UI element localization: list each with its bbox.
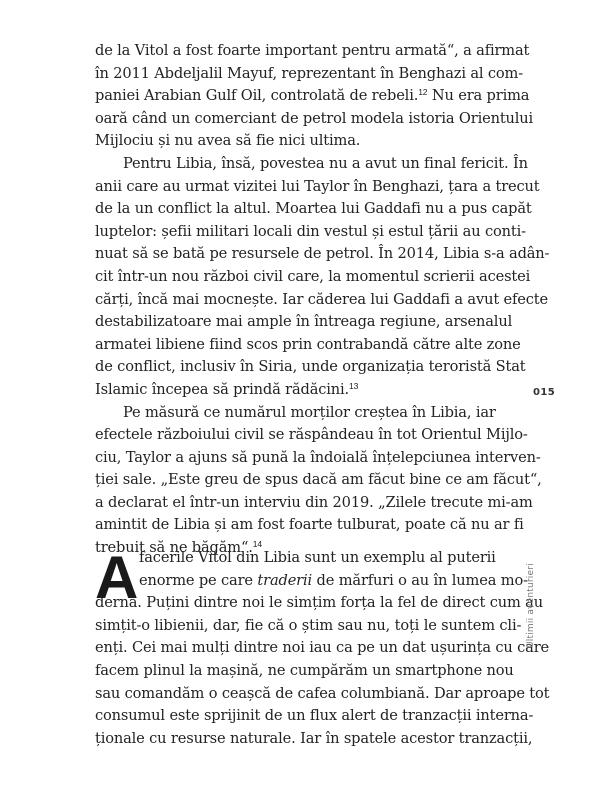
text-line — [95, 85, 530, 108]
text-line: oară când un comerciant de petrol modela istoria Orientului — [95, 109, 534, 127]
text-line: enți. Cei mai mulți dintre noi iau ca pe un dat ușurința cu care — [95, 639, 550, 657]
text-line: de la Vitol a fost foarte important pentru armată“, a afirmat — [95, 42, 530, 59]
text-fragment: enorme pe care — [139, 571, 258, 589]
text-line: armatei libiene fiind scos prin contrabandă către alte zone — [95, 335, 521, 353]
text-line: Mijlociu și nu avea să fie nici ultima. — [95, 132, 361, 150]
text-line: consumul este sprijinit de un flux alert de tranzacții interna- — [95, 707, 534, 725]
text-fragment: trebuit să ne băgăm“. — [95, 539, 253, 557]
text-line: luptelor: șefii militari locali din vestul și estul țării au conti- — [95, 222, 526, 240]
footnote-mark-12: 12 — [418, 87, 428, 98]
footnote-mark-14: 14 — [252, 539, 262, 550]
text-line: de la un conflict la altul. Moartea lui Gaddafi nu a pus capăt — [95, 200, 532, 218]
text-line: nuat să se bată pe resursele de petrol. În 2014, Libia s-a adân- — [95, 245, 550, 263]
text-line: efectele războiului civil se răspândeau în tot Orientul Mijlo- — [95, 426, 528, 444]
text-line: ției sale. „Este greu de spus dacă am făcut bine ce am făcut“, — [95, 471, 542, 489]
text-line: Pentru Libia, însă, povestea nu a avut un final fericit. În — [123, 154, 528, 172]
text-line: ționale cu resurse naturale. Iar în spatele acestor tranzacții, — [95, 729, 533, 747]
text-line: sau comandăm o ceașcă de cafea columbiană. Dar aproape tot — [95, 684, 550, 702]
emphasis-traderii: traderii — [257, 571, 313, 589]
text-fragment: de mărfuri o au în lumea mo- — [312, 571, 528, 589]
text-fragment: paniei Arabian Gulf Oil, controlată de rebeli. — [95, 87, 419, 105]
text-line: facem plinul la mașină, ne cumpărăm un smartphone nou — [95, 661, 514, 679]
text-line: a declarat el într-un interviu din 2019. „Zilele trecute mi-am — [95, 493, 533, 511]
page-number: 015 — [533, 387, 556, 398]
text-line: facerile Vitol din Libia sunt un exemplu al puterii — [139, 549, 496, 566]
text-line: în 2011 Abdeljalil Mayuf, reprezentant în Benghazi al com- — [95, 64, 524, 82]
text-line: Pe măsură ce numărul morților creștea în Libia, iar — [123, 403, 496, 421]
text-line: destabilizatoare mai ample în întreaga regiune, arsenalul — [95, 313, 513, 331]
text-line: dernă. Puțini dintre noi le simțim forța la fel de direct cum au — [95, 594, 543, 612]
footnote-mark-13: 13 — [349, 380, 359, 391]
text-line: ciu, Taylor a ajuns să pună la îndoială înțelepciunea interven- — [95, 448, 541, 466]
text-line: anii care au urmat vizitei lui Taylor în Benghazi, țara a trecut — [95, 177, 540, 195]
text-line: de conflict, inclusiv în Siria, unde organizația teroristă Stat — [95, 358, 526, 376]
drop-cap: A — [95, 544, 138, 611]
running-head: Ultimii aventurieri — [526, 563, 536, 648]
text-fragment: Nu era prima — [427, 87, 530, 105]
text-line: simțit-o libienii, dar, fie că o știm sau nu, toți le suntem cli- — [95, 616, 522, 634]
text-line: cărți, încă mai mocnește. Iar căderea lui Gaddafi a avut efecte — [95, 290, 548, 308]
text-line — [95, 570, 528, 593]
text-line — [95, 379, 515, 402]
text-line: cit într-un nou război civil care, la momentul scrierii acestei — [95, 267, 531, 285]
text-line: amintit de Libia și am fost foarte tulburat, poate că nu ar fi — [95, 516, 524, 534]
text-fragment: Islamic începea să prindă rădăcini. — [95, 380, 350, 398]
